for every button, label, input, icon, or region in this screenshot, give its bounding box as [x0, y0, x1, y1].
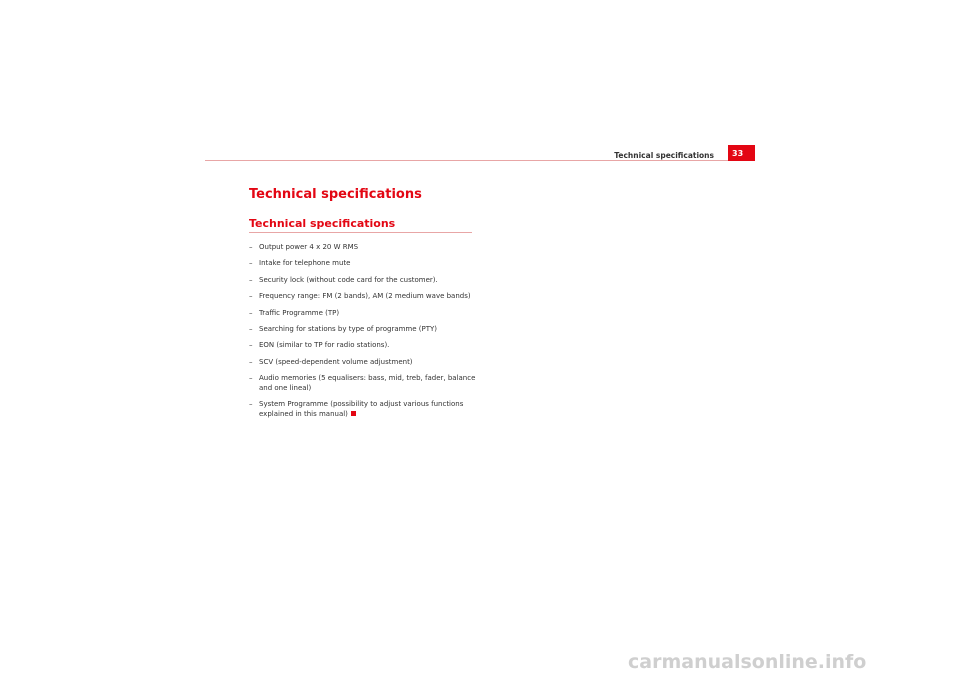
- list-item: [249, 259, 479, 269]
- list-item-text: Security lock (without code card for the customer).: [259, 275, 438, 284]
- spec-list: [249, 243, 479, 426]
- list-item: [249, 276, 479, 286]
- watermark-logo: carmanualsonline.info: [628, 651, 867, 673]
- end-of-section-mark: [351, 411, 356, 416]
- list-item-text: Audio memories (5 equalisers: bass, mid, treb, fader, balance and one lineal): [259, 374, 476, 392]
- list-item-text: System Programme (possibility to adjust various functions explained in this manual): [259, 400, 464, 418]
- list-item-text: Traffic Programme (TP): [259, 308, 340, 317]
- list-item-text: EON (similar to TP for radio stations).: [259, 341, 390, 350]
- section-title: Technical specifications: [249, 217, 472, 233]
- list-dash: –: [249, 324, 253, 333]
- list-item: [249, 400, 479, 419]
- list-item: [249, 243, 479, 253]
- list-dash: –: [249, 400, 253, 409]
- list-item-text: SCV (speed-dependent volume adjustment): [259, 357, 413, 366]
- list-item: [249, 309, 479, 319]
- list-dash: –: [249, 259, 253, 268]
- list-item: [249, 374, 479, 393]
- running-title: Technical specifications: [614, 151, 714, 160]
- list-item-text: Searching for stations by type of programme (PTY): [259, 324, 438, 333]
- list-dash: –: [249, 243, 253, 251]
- list-dash: –: [249, 341, 253, 350]
- list-dash: –: [249, 308, 253, 317]
- list-dash: –: [249, 275, 253, 284]
- list-item-text: Frequency range: FM (2 bands), AM (2 medium wave bands): [259, 292, 471, 301]
- list-item-text: Output power 4 x 20 W RMS: [259, 243, 359, 251]
- list-dash: –: [249, 292, 253, 301]
- list-item-text: Intake for telephone mute: [259, 259, 351, 268]
- page-number: 33: [728, 145, 755, 161]
- header-rule: [205, 160, 755, 161]
- list-item: [249, 341, 479, 351]
- list-dash: –: [249, 374, 253, 383]
- chapter-title: Technical specifications: [249, 187, 422, 202]
- list-item: [249, 358, 479, 368]
- list-dash: –: [249, 357, 253, 366]
- list-item: [249, 292, 479, 302]
- list-item: [249, 325, 479, 335]
